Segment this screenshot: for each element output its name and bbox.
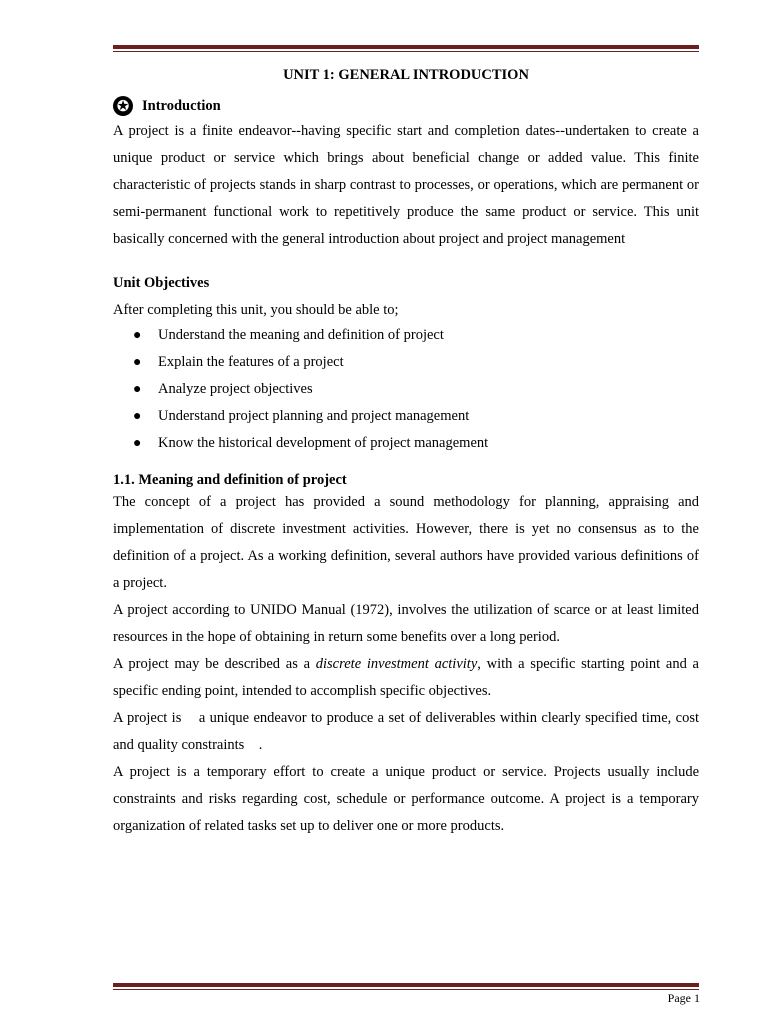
- list-item: ● Analyze project objectives: [113, 376, 699, 403]
- unit-title: UNIT 1: GENERAL INTRODUCTION: [283, 67, 529, 83]
- section-paragraph-2: A project according to UNIDO Manual (1972), involves the utilization of scarce or at least limited resources in the hope of obtaining in return some benefits over a long period.: [113, 602, 699, 645]
- bullet-icon: ●: [133, 409, 142, 424]
- bullet-icon: ●: [133, 328, 142, 343]
- bullet-icon: ●: [133, 436, 142, 451]
- bullet-icon: ●: [133, 355, 142, 370]
- section-paragraph-3: A project may be described as a discrete investment activity, with a specific starting point and a specific ending point, intended to accomplish specific objectives.: [113, 656, 699, 699]
- bullet-icon: ●: [133, 382, 142, 397]
- document-body: [113, 60, 703, 840]
- list-item: ● Understand the meaning and definition of project: [113, 322, 699, 349]
- intro-heading-row: [113, 94, 699, 118]
- list-item: ● Know the historical development of project management: [113, 430, 699, 457]
- objectives-list: [113, 322, 699, 457]
- intro-paragraph: A project is a finite endeavor--having specific start and completion dates--undertaken to create a unique product or service which brings about beneficial change or added value. This finite characteristic of projects stands in sharp contrast to processes, or operations, which are permanent or semi-permanent functional work to repetitively produce the same product or service. This unit basically concerned with the general introduction about project and project management: [113, 123, 699, 247]
- star-in-circle-icon: ✪: [113, 96, 133, 116]
- page-number: Page 1: [667, 991, 700, 1005]
- section-paragraph-4: A project is a unique endeavor to produce a set of deliverables within clearly specified time, cost and quality constraints .: [113, 710, 703, 753]
- header-rule: [113, 45, 699, 52]
- objectives-heading: Unit Objectives: [113, 275, 210, 291]
- list-item: ● Understand project planning and project management: [113, 403, 699, 430]
- footer-rule: [113, 983, 699, 990]
- section-heading: 1.1. Meaning and definition of project: [113, 472, 347, 488]
- italic-term: discrete investment activity: [315, 656, 478, 672]
- list-item: ● Explain the features of a project: [113, 349, 699, 376]
- section-paragraph-1: The concept of a project has provided a sound methodology for planning, appraising and implementation of discrete investment activities. However, there is yet no consensus as to the definition of a project. As a working definition, several authors have provided various definitions of a project.: [113, 494, 699, 591]
- intro-heading: Introduction: [142, 97, 221, 114]
- objectives-lead: After completing this unit, you should be able to;: [113, 302, 399, 318]
- section-paragraph-5: A project is a temporary effort to create a unique product or service. Projects usually include constraints and risks regarding cost, schedule or performance outcome. A project is a temporary organization of related tasks set up to deliver one or more products.: [113, 764, 699, 834]
